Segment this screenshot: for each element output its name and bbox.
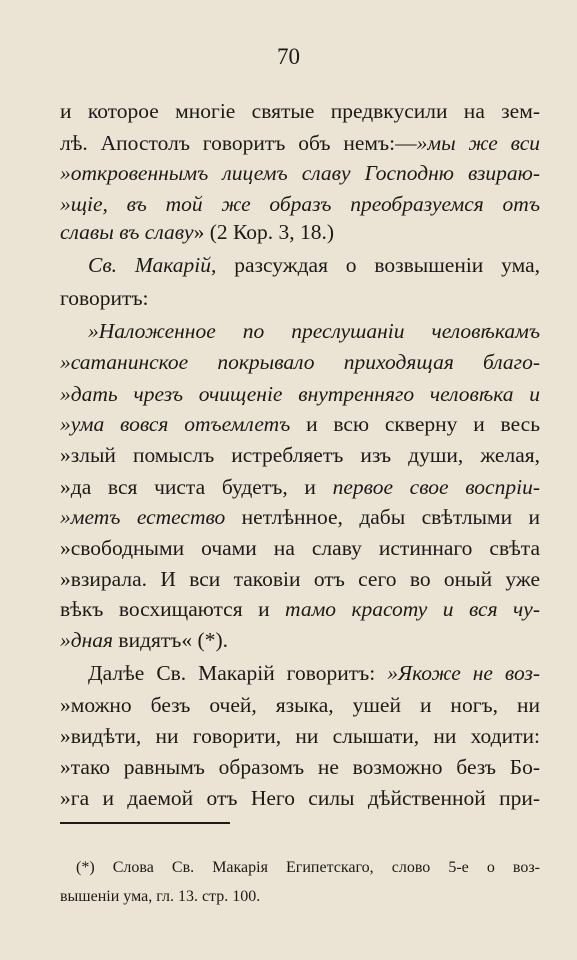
italic-span: »ума вовся отъемлетъ: [60, 412, 291, 436]
page-number: 70: [277, 44, 300, 69]
text-line: [88, 316, 540, 346]
text-span: , разсуждая о возвышеніи ума,: [211, 253, 540, 277]
text-line: [60, 752, 540, 782]
italic-span: первое свое воспріи-: [332, 475, 540, 499]
italic-span: »щіе, въ той же образъ преобразуемся отъ: [60, 192, 540, 216]
text-line: [60, 440, 540, 470]
text-line: [60, 472, 540, 502]
text-span: »видѣти, ни говорити, ни слышати, ни ходити:: [60, 724, 540, 748]
text-span: вѣкъ восхищаются и: [60, 597, 286, 621]
italic-span: славы въ славу: [60, 220, 194, 244]
text-span: и всю скверну и весь: [290, 412, 540, 436]
text-span: »свободными очами на славу истиннаго свѣта: [60, 536, 540, 560]
text-line: [88, 658, 540, 688]
text-span: и которое многіе святые предвкусили на зем-: [60, 99, 540, 123]
text-line: [60, 409, 540, 439]
italic-span: Св. Макарій: [88, 253, 211, 277]
text-span: нетлѣнное, дабы свѣтлыми и: [225, 505, 541, 529]
text-line: [60, 502, 540, 532]
text-span: Далѣе Св. Макарій говоритъ:: [88, 661, 388, 685]
text-span: говоритъ:: [60, 286, 149, 310]
text-line: [60, 625, 540, 655]
text-span: »тако равнымъ образомъ не возможно безъ Бо-: [60, 755, 540, 779]
text-line: [60, 189, 540, 219]
italic-span: тамо красоту и вся чу-: [285, 597, 540, 621]
text-line: [60, 158, 540, 188]
text-span: » (2 Кор. 3, 18.): [193, 220, 335, 244]
text-span: »взирала. И вси таковіи отъ сего во оный уже: [60, 567, 540, 591]
italic-span: »сатанинское покрывало приходящая благо-: [60, 350, 540, 374]
text-span: лѣ. Апостолъ говоритъ объ немъ:—: [60, 131, 417, 155]
text-line: [60, 690, 540, 720]
italic-span: »дная: [60, 628, 114, 652]
text-line: [60, 96, 540, 126]
text-line: [60, 564, 540, 594]
text-line: [60, 347, 540, 377]
text-line: [60, 721, 540, 751]
italic-span: »мы же вси: [416, 131, 540, 155]
text-line: [60, 594, 540, 624]
italic-span: »дать чрезъ очищеніе внутренняго человѣка и: [60, 382, 540, 406]
italic-span: »метъ естество: [60, 505, 226, 529]
text-span: »га и даемой отъ Него силы дѣйственной при-: [60, 786, 540, 810]
italic-span: »Наложенное по преслушаніи человѣкамъ: [88, 319, 540, 343]
text-span: »злый помыслъ истребляетъ изъ души, желая,: [60, 443, 540, 467]
text-span: видятъ« (*).: [113, 628, 228, 652]
text-line: [60, 783, 540, 813]
footnote-line: вышеніи ума, гл. 13. стр. 100.: [60, 888, 261, 905]
text-span: »можно безъ очей, языка, ушей и ногъ, ни: [60, 693, 540, 717]
text-line: [60, 533, 540, 563]
italic-span: »откровеннымъ лицемъ славу Господню взираю-: [60, 161, 540, 185]
text-line: [60, 217, 540, 247]
text-line: [60, 283, 540, 313]
italic-span: »Якоже не воз-: [387, 661, 540, 685]
text-span: »да вся чиста будетъ, и: [60, 475, 333, 499]
text-line: [60, 128, 540, 158]
footnote-rule: [60, 822, 230, 824]
text-line: [88, 250, 540, 280]
footnote-line: (*) Слова Св. Макарія Египетскаго, слово 5-е о воз-: [76, 859, 540, 876]
text-line: [60, 379, 540, 409]
